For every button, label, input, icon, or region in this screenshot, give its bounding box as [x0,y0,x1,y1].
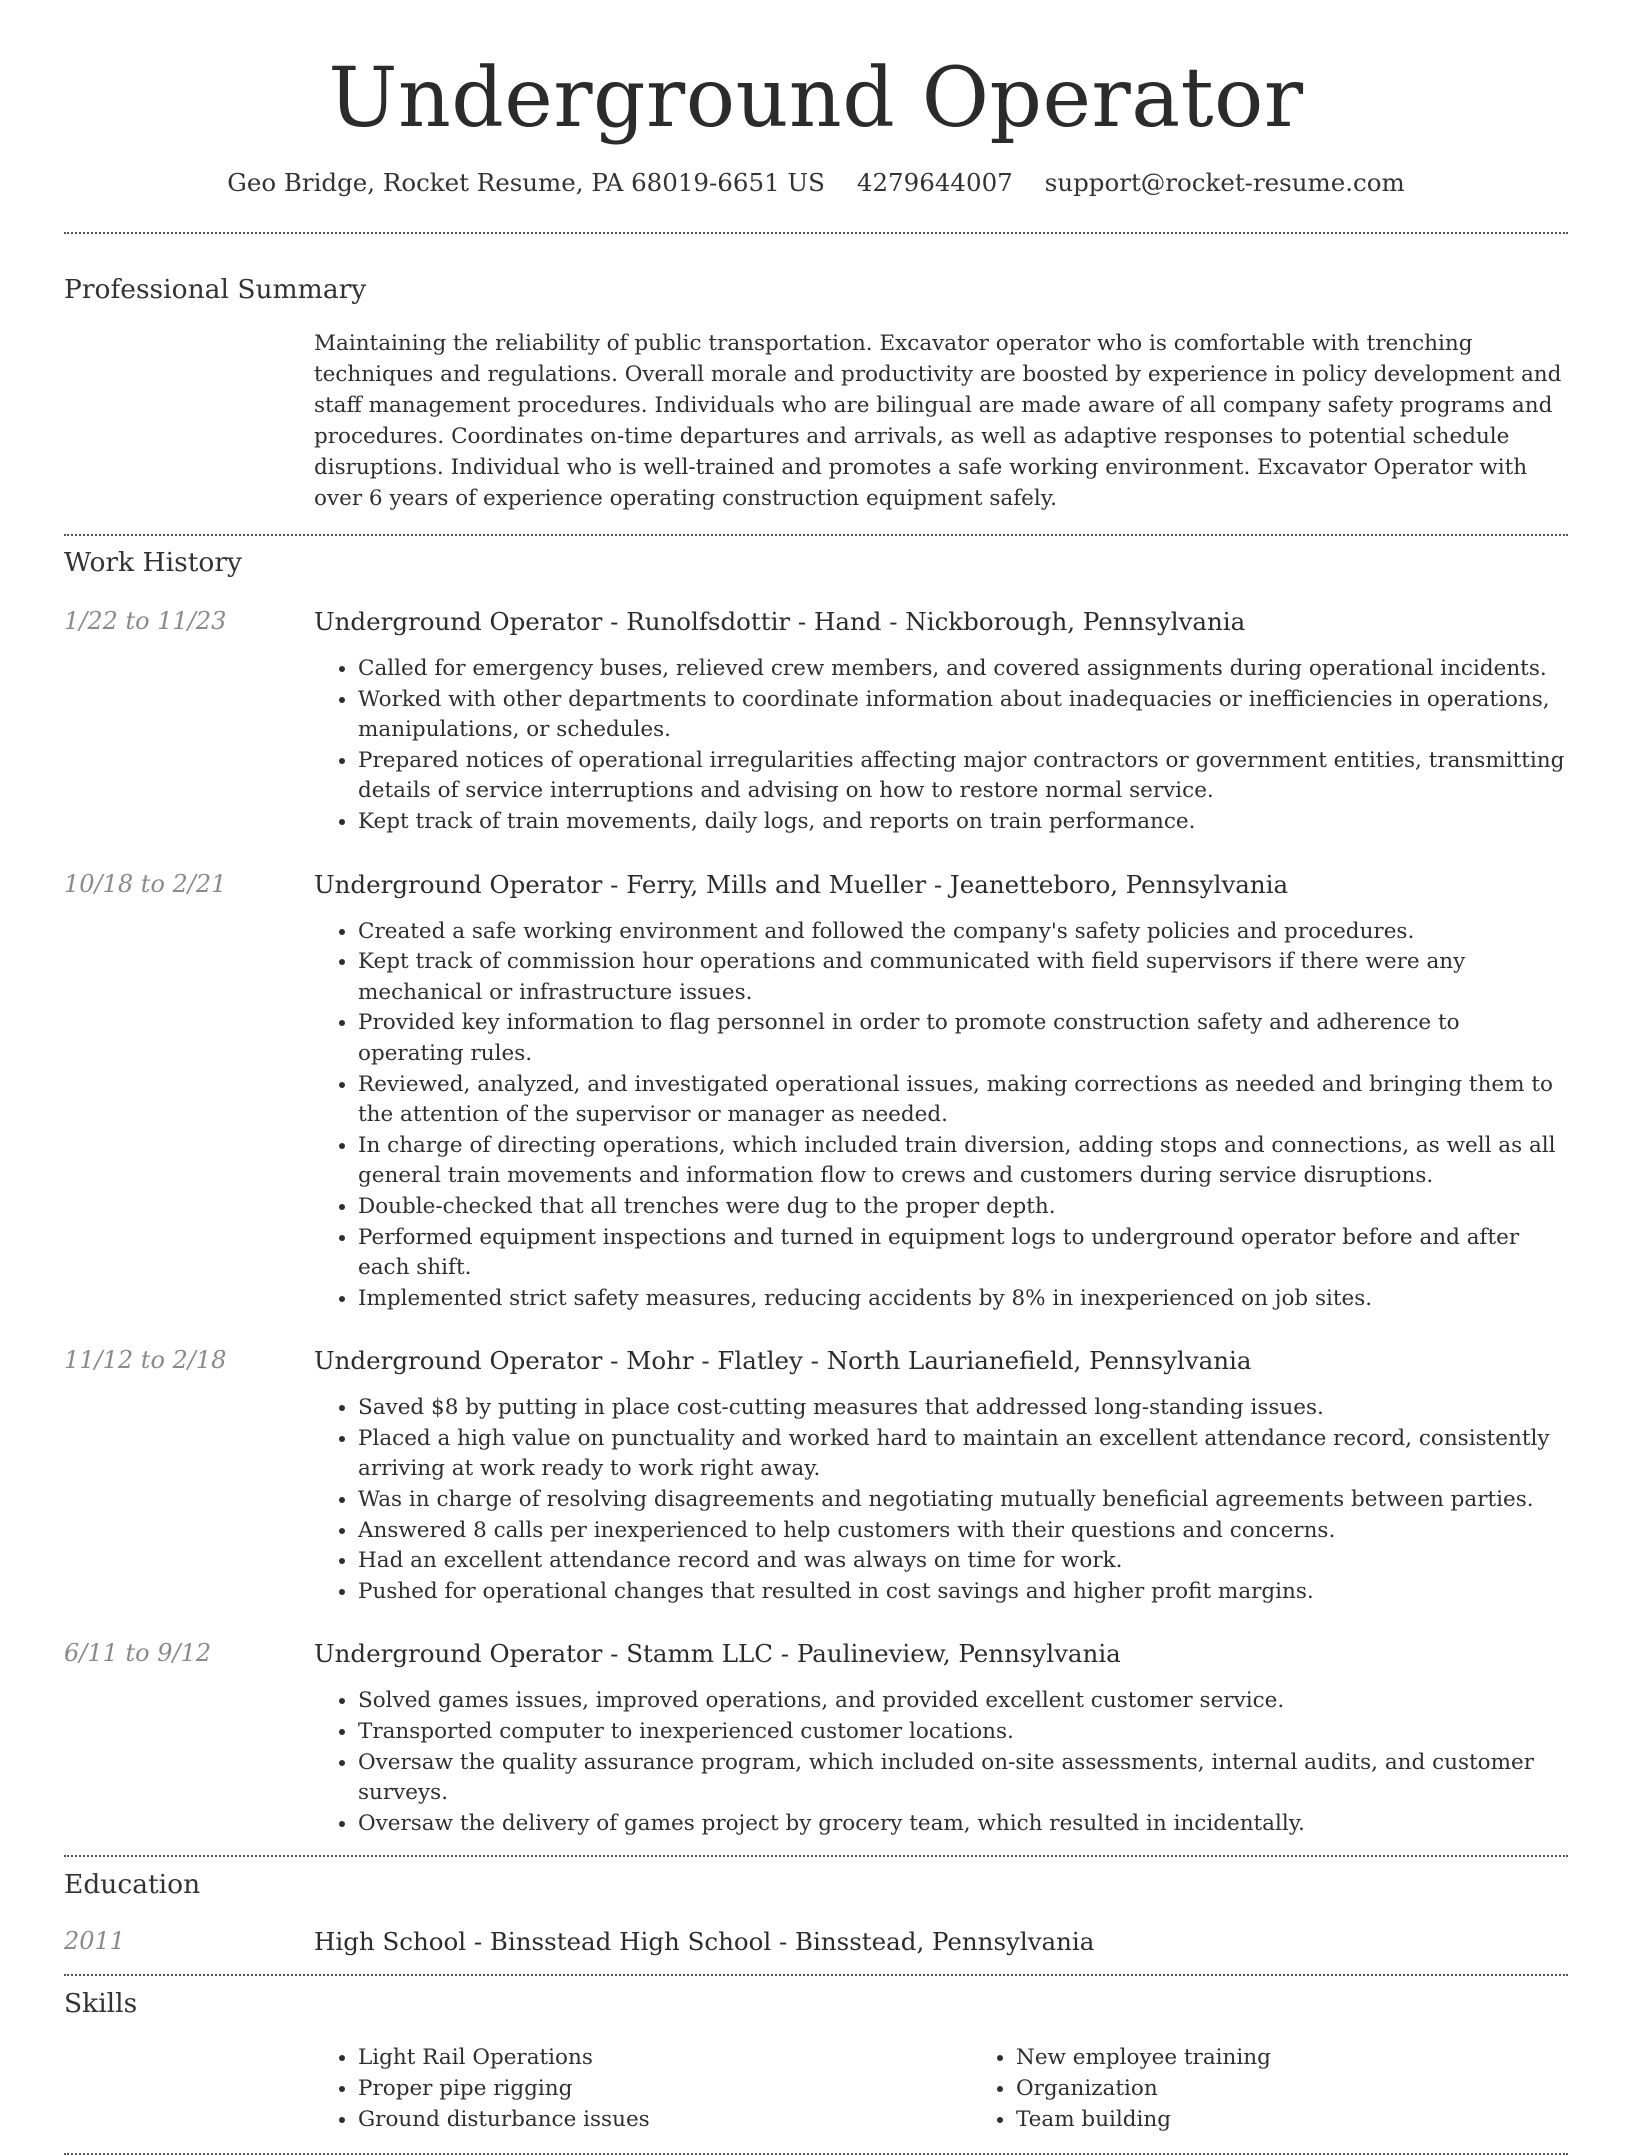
job-entry [64,607,1568,838]
skill-item: • New employee training [1016,2043,1630,2074]
job-bullet: • Kept track of commission hour operations and communicated with field supervisors if there were any mechanical or infrastructure issues. [358,947,1568,1008]
resume-page [64,0,1568,2155]
job-entry [64,1346,1568,1607]
contact-line [64,168,1568,197]
contact-email: support@rocket-resume.com [1044,168,1405,197]
job-bullet: • Provided key information to flag personnel in order to promote construction safety and adherence to operating rules. [358,1008,1568,1069]
summary-text: Maintaining the reliability of public transportation. Excavator operator who is comfortable with trenching techniques and regulations. Overall morale and productivity are boosted by experience in policy development and staff management procedures. Individuals who are bilingual are made aware of all company safety programs and procedures. Coordinates on-time departures and arrivals, as well as adaptive responses to potential schedule disruptions. Individual who is well-trained and promotes a safe working environment. Excavator Operator with over 6 years of experience operating construction equipment safely. [314,331,1562,511]
job-dates: 1/22 to 11/23 [64,607,227,635]
job-bullet: • Kept track of train movements, daily logs, and reports on train performance. [358,807,1568,838]
job-bullets [314,1393,1568,1607]
job-bullet: • Pushed for operational changes that resulted in cost savings and higher profit margins. [358,1577,1568,1608]
job-bullet: • Had an excellent attendance record and was always on time for work. [358,1546,1568,1577]
contact-phone: 4279644007 [856,168,1013,197]
job-bullet: • Called for emergency buses, relieved crew members, and covered assignments during operational incidents. [358,654,1568,685]
job-bullet: • Placed a high value on punctuality and worked hard to maintain an excellent attendance record, consistently arriving at work ready to work right away. [358,1424,1568,1485]
work-section-title: Work History [64,547,242,578]
job-dates: 10/18 to 2/21 [64,869,227,898]
job-bullet: • Solved games issues, improved operations, and provided excellent customer service. [358,1686,1568,1717]
job-entry [64,870,1568,1315]
candidate-name: Underground Operator [328,51,1304,146]
skill-item: • Proper pipe rigging [358,2074,972,2105]
skills-row [64,2043,1568,2135]
job-bullet: • Performed equipment inspections and turned in equipment logs to underground operator before and after each shift. [358,1223,1568,1284]
skills-list-left [314,2043,972,2135]
job-bullets [314,654,1568,838]
job-bullet: • Answered 8 calls per inexperienced to help customers with their questions and concerns. [358,1516,1568,1547]
divider [64,534,1568,536]
contact-address: Geo Bridge, Rocket Resume, PA 68019-6651 US [227,168,825,197]
divider [64,1855,1568,1857]
job-bullet: • Oversaw the quality assurance program, which included on-site assessments, internal audits, and customer surveys. [358,1748,1568,1809]
job-bullet: • Double-checked that all trenches were dug to the proper depth. [358,1192,1568,1223]
job-bullet: • Worked with other departments to coordinate information about inadequacies or inefficiencies in operations, manipulations, or schedules. [358,685,1568,746]
job-heading: Underground Operator - Mohr - Flatley - North Laurianefield, Pennsylvania [314,1346,1252,1376]
job-bullets [314,917,1568,1315]
job-bullet: • Created a safe working environment and followed the company's safety policies and procedures. [358,917,1568,948]
job-entry [64,1639,1568,1839]
skills-section-title: Skills [64,1988,138,2020]
education-year: 2011 [64,1927,126,1956]
job-dates: 6/11 to 9/12 [64,1639,212,1668]
job-bullet: • Implemented strict safety measures, reducing accidents by 8% in inexperienced on job sites. [358,1284,1568,1315]
skill-item: • Light Rail Operations [358,2043,972,2074]
job-bullet: • Oversaw the delivery of games project by grocery team, which resulted in incidentally. [358,1809,1568,1840]
job-heading: Underground Operator - Runolfsdottir - Hand - Nickborough, Pennsylvania [314,607,1246,636]
job-heading: Underground Operator - Stamm LLC - Paulineview, Pennsylvania [314,1639,1121,1669]
skill-item: • Ground disturbance issues [358,2105,972,2136]
education-section-title: Education [64,1869,201,1901]
job-bullet: • Saved $8 by putting in place cost-cutting measures that addressed long-standing issues. [358,1393,1568,1424]
education-entry [64,1927,1568,1956]
job-bullets [314,1686,1568,1839]
job-dates: 11/12 to 2/18 [64,1346,227,1375]
job-bullet: • Transported computer to inexperienced customer locations. [358,1717,1568,1748]
job-bullet: • In charge of directing operations, which included train diversion, adding stops and connections, as well as all general train movements and information flow to crews and customers during service disruptions. [358,1131,1568,1192]
skill-item: • Organization [1016,2074,1630,2105]
job-heading: Underground Operator - Ferry, Mills and Mueller - Jeanetteboro, Pennsylvania [314,869,1289,899]
job-bullet: • Was in charge of resolving disagreements and negotiating mutually beneficial agreements between parties. [358,1485,1568,1516]
education-heading: High School - Binsstead High School - Binsstead, Pennsylvania [314,1927,1095,1957]
summary-section-title: Professional Summary [64,274,367,305]
summary-row [64,328,1568,514]
skill-item: • Team building [1016,2105,1630,2136]
job-bullet: • Prepared notices of operational irregularities affecting major contractors or government entities, transmitting details of service interruptions and advising on how to restore normal service. [358,746,1568,807]
skills-list-right [972,2043,1630,2135]
divider [64,1974,1568,1976]
divider [64,232,1568,234]
job-bullet: • Reviewed, analyzed, and investigated operational issues, making corrections as needed and bringing them to the attention of the supervisor or manager as needed. [358,1070,1568,1131]
